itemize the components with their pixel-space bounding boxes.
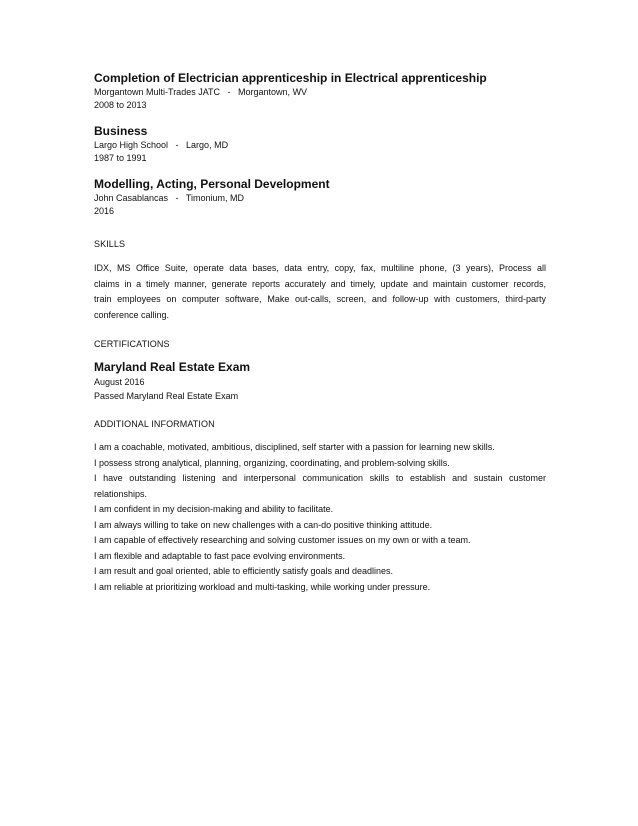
- skills-heading: SKILLS: [94, 239, 126, 249]
- education-institution: Largo High School - Largo, MD: [94, 140, 229, 150]
- education-entry: [94, 71, 546, 112]
- education-title: Completion of Electrician apprenticeship in Electrical apprenticeship: [94, 71, 487, 85]
- skills-line: IDX, MS Office Suite, operate data bases, data entry, copy, fax, multiline phone, (3 years), Process all: [94, 263, 546, 273]
- additional-info-line: I am reliable at prioritizing workload and multi-tasking, while working under pressure.: [94, 581, 431, 592]
- skills-text: [94, 261, 546, 323]
- education-dates: 2016: [94, 206, 115, 216]
- certification-description: Passed Maryland Real Estate Exam: [94, 391, 239, 401]
- skills-line: conference calling.: [94, 309, 170, 320]
- additional-info-line: I am always willing to take on new challenges with a can-do positive thinking attitude.: [94, 519, 433, 530]
- education-title: Modelling, Acting, Personal Development: [94, 177, 330, 191]
- additional-info-line: I have outstanding listening and interpersonal communication skills to establish and sustain customer: [94, 473, 546, 483]
- additional-info-line: I am a coachable, motivated, ambitious, disciplined, self starter with a passion for learning new skills.: [94, 442, 495, 452]
- resume-content: [94, 71, 546, 595]
- certification-date: August 2016: [94, 377, 145, 387]
- skills-line: train employees on computer software, Make out-calls, screen, and follow-up with customers, third-party: [94, 294, 546, 304]
- additional-info-line: I am capable of effectively researching and solving customer issues on my own or with a team.: [94, 535, 471, 545]
- additional-info-line: I am confident in my decision-making and ability to facilitate.: [94, 504, 334, 514]
- additional-info-line: relationships.: [94, 488, 148, 499]
- education-institution: Morgantown Multi-Trades JATC - Morgantown, WV: [94, 87, 308, 97]
- education-dates: 2008 to 2013: [94, 100, 147, 110]
- additional-info-line: I possess strong analytical, planning, organizing, coordinating, and problem-solving skills.: [94, 457, 450, 468]
- additional-info-text: [94, 440, 546, 595]
- additional-info-line: I am result and goal oriented, able to efficiently satisfy goals and deadlines.: [94, 566, 394, 576]
- certification-entry: [94, 360, 546, 403]
- certifications-heading: CERTIFICATIONS: [94, 339, 170, 349]
- certification-title: Maryland Real Estate Exam: [94, 360, 251, 374]
- education-institution: John Casablancas - Timonium, MD: [94, 193, 245, 203]
- education-title: Business: [94, 124, 148, 138]
- education-entry: [94, 124, 546, 165]
- education-entry: [94, 177, 546, 218]
- additional-info-heading: ADDITIONAL INFORMATION: [94, 419, 215, 429]
- skills-line: claims in a timely manner, generate reports accurately and timely, update and maintain customer records,: [94, 278, 546, 289]
- education-dates: 1987 to 1991: [94, 153, 147, 163]
- additional-info-line: I am flexible and adaptable to fast pace evolving environments.: [94, 550, 346, 561]
